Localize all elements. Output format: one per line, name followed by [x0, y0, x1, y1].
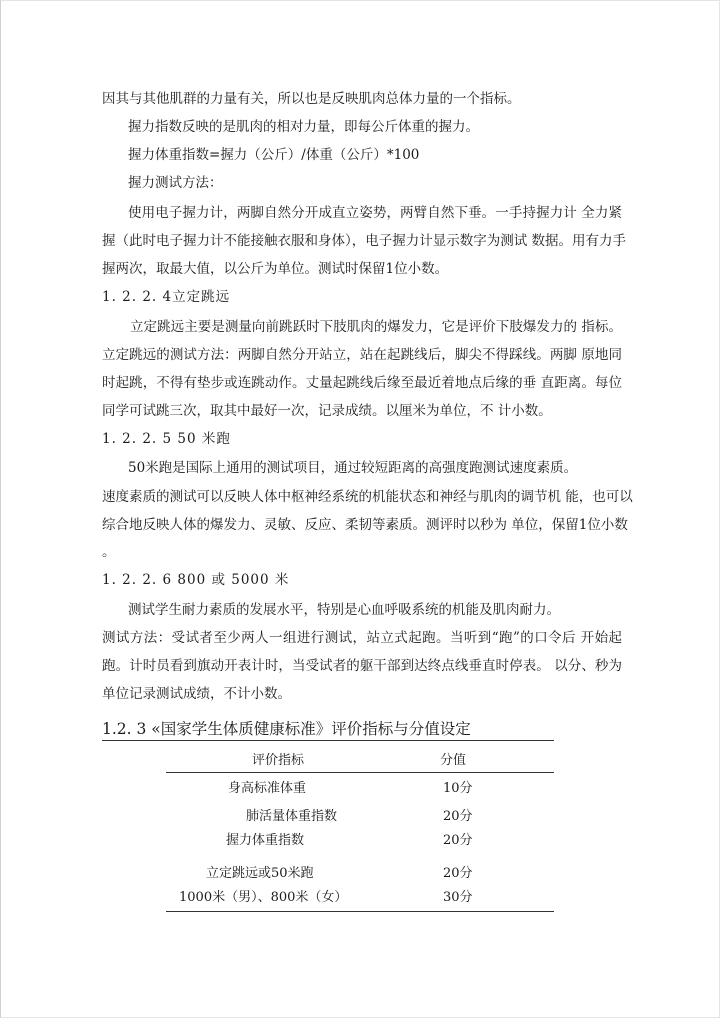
subsection-heading: 1. 2. 2. 6 800 或 5000 米	[102, 572, 290, 588]
paragraph-line: 使用电子握力计，两脚自然分开成直立姿势，两臂自然下垂。一手持握力计 全力紧	[128, 205, 622, 221]
table-cell-score: 20分	[443, 833, 473, 848]
table-cell-indicator: 身高标准体重	[228, 781, 307, 796]
paragraph-line: 时起跳，不得有垫步或连跳动作。丈量起跳线后缘至最近着地点后缘的垂 直距离。每位	[102, 375, 622, 391]
section-title: 1.2. 3 «国家学生体质健康标准》评价指标与分值设定	[102, 720, 471, 738]
table-cell-score: 20分	[443, 866, 473, 881]
formula-line: 握力体重指数=握力（公斤）/体重（公斤）*100	[128, 147, 420, 163]
table-cell-indicator: 1000米（男）、800米（女）	[179, 890, 348, 905]
table-bottom-rule	[166, 911, 554, 912]
paragraph-line: 单位记录测试成绩，不计小数。	[102, 686, 291, 702]
table-cell-score: 10分	[443, 781, 473, 796]
table-cell-score: 30分	[443, 890, 473, 905]
paragraph-line: 综合地反映人体的爆发力、灵敏、反应、柔韧等素质。测评时以秒为 单位，保留1位小数	[102, 517, 628, 533]
paragraph-line: 握两次，取最大值，以公斤为单位。测试时保留1位小数。	[102, 261, 449, 277]
paragraph-line: 握（此时电子握力计不能接触衣服和身体），电子握力计显示数字为测试 数据。用有力手	[102, 233, 627, 249]
title-rule	[102, 740, 554, 741]
subsection-heading: 1. 2. 2. 5 50 米跑	[102, 431, 231, 447]
paragraph-line: 测试方法：受试者至少两人一组进行测试，站立式起跑。当听到“跑”的口令后 开始起	[102, 630, 622, 646]
paragraph-line: 同学可试跳三次，取其中最好一次，记录成绩。以厘米为单位，不 计小数。	[102, 403, 552, 419]
paragraph-line: 测试学生耐力素质的发展水平，特别是心血呼吸系统的机能及肌肉耐力。	[128, 602, 560, 618]
table-cell-score: 20分	[443, 809, 473, 824]
table-cell-indicator: 握力体重指数	[226, 833, 305, 848]
paragraph-line: 立定跳远的测试方法：两脚自然分开站立，站在起跳线后，脚尖不得踩线。两脚 原地同	[102, 347, 622, 363]
paragraph-line: 跑。计时员看到旗动开表计时，当受试者的躯干部到达终点线垂直时停表。 以分、秒为	[102, 658, 622, 674]
paragraph-line: 速度素质的测试可以反映人体中枢神经系统的机能状态和神经与肌肉的调节机 能，也可以	[102, 489, 633, 505]
table-header-indicator: 评价指标	[252, 753, 305, 768]
paragraph-line: 握力指数反映的是肌肉的相对力量，即每公斤体重的握力。	[128, 119, 479, 135]
paragraph-line: 立定跳远主要是测量向前跳跃时下肢肌肉的爆发力，它是评价下肢爆发力的 指标。	[130, 319, 622, 335]
subsection-heading: 1. 2. 2. 4立定跳远	[102, 289, 231, 305]
paragraph-line: 因其与其他肌群的力量有关，所以也是反映肌肉总体力量的一个指标。	[102, 91, 521, 107]
paragraph-line: 50米跑是国际上通用的测试项目，通过较短距离的高强度跑测试速度素质。	[128, 460, 578, 476]
paragraph-line: 握力测试方法：	[128, 175, 223, 191]
table-header-rule	[166, 772, 554, 773]
paragraph-line: 。	[102, 544, 116, 560]
table-cell-indicator: 立定跳远或50米跑	[206, 866, 314, 881]
table-cell-indicator: 肺活量体重指数	[246, 809, 338, 824]
table-header-score: 分值	[440, 753, 467, 768]
